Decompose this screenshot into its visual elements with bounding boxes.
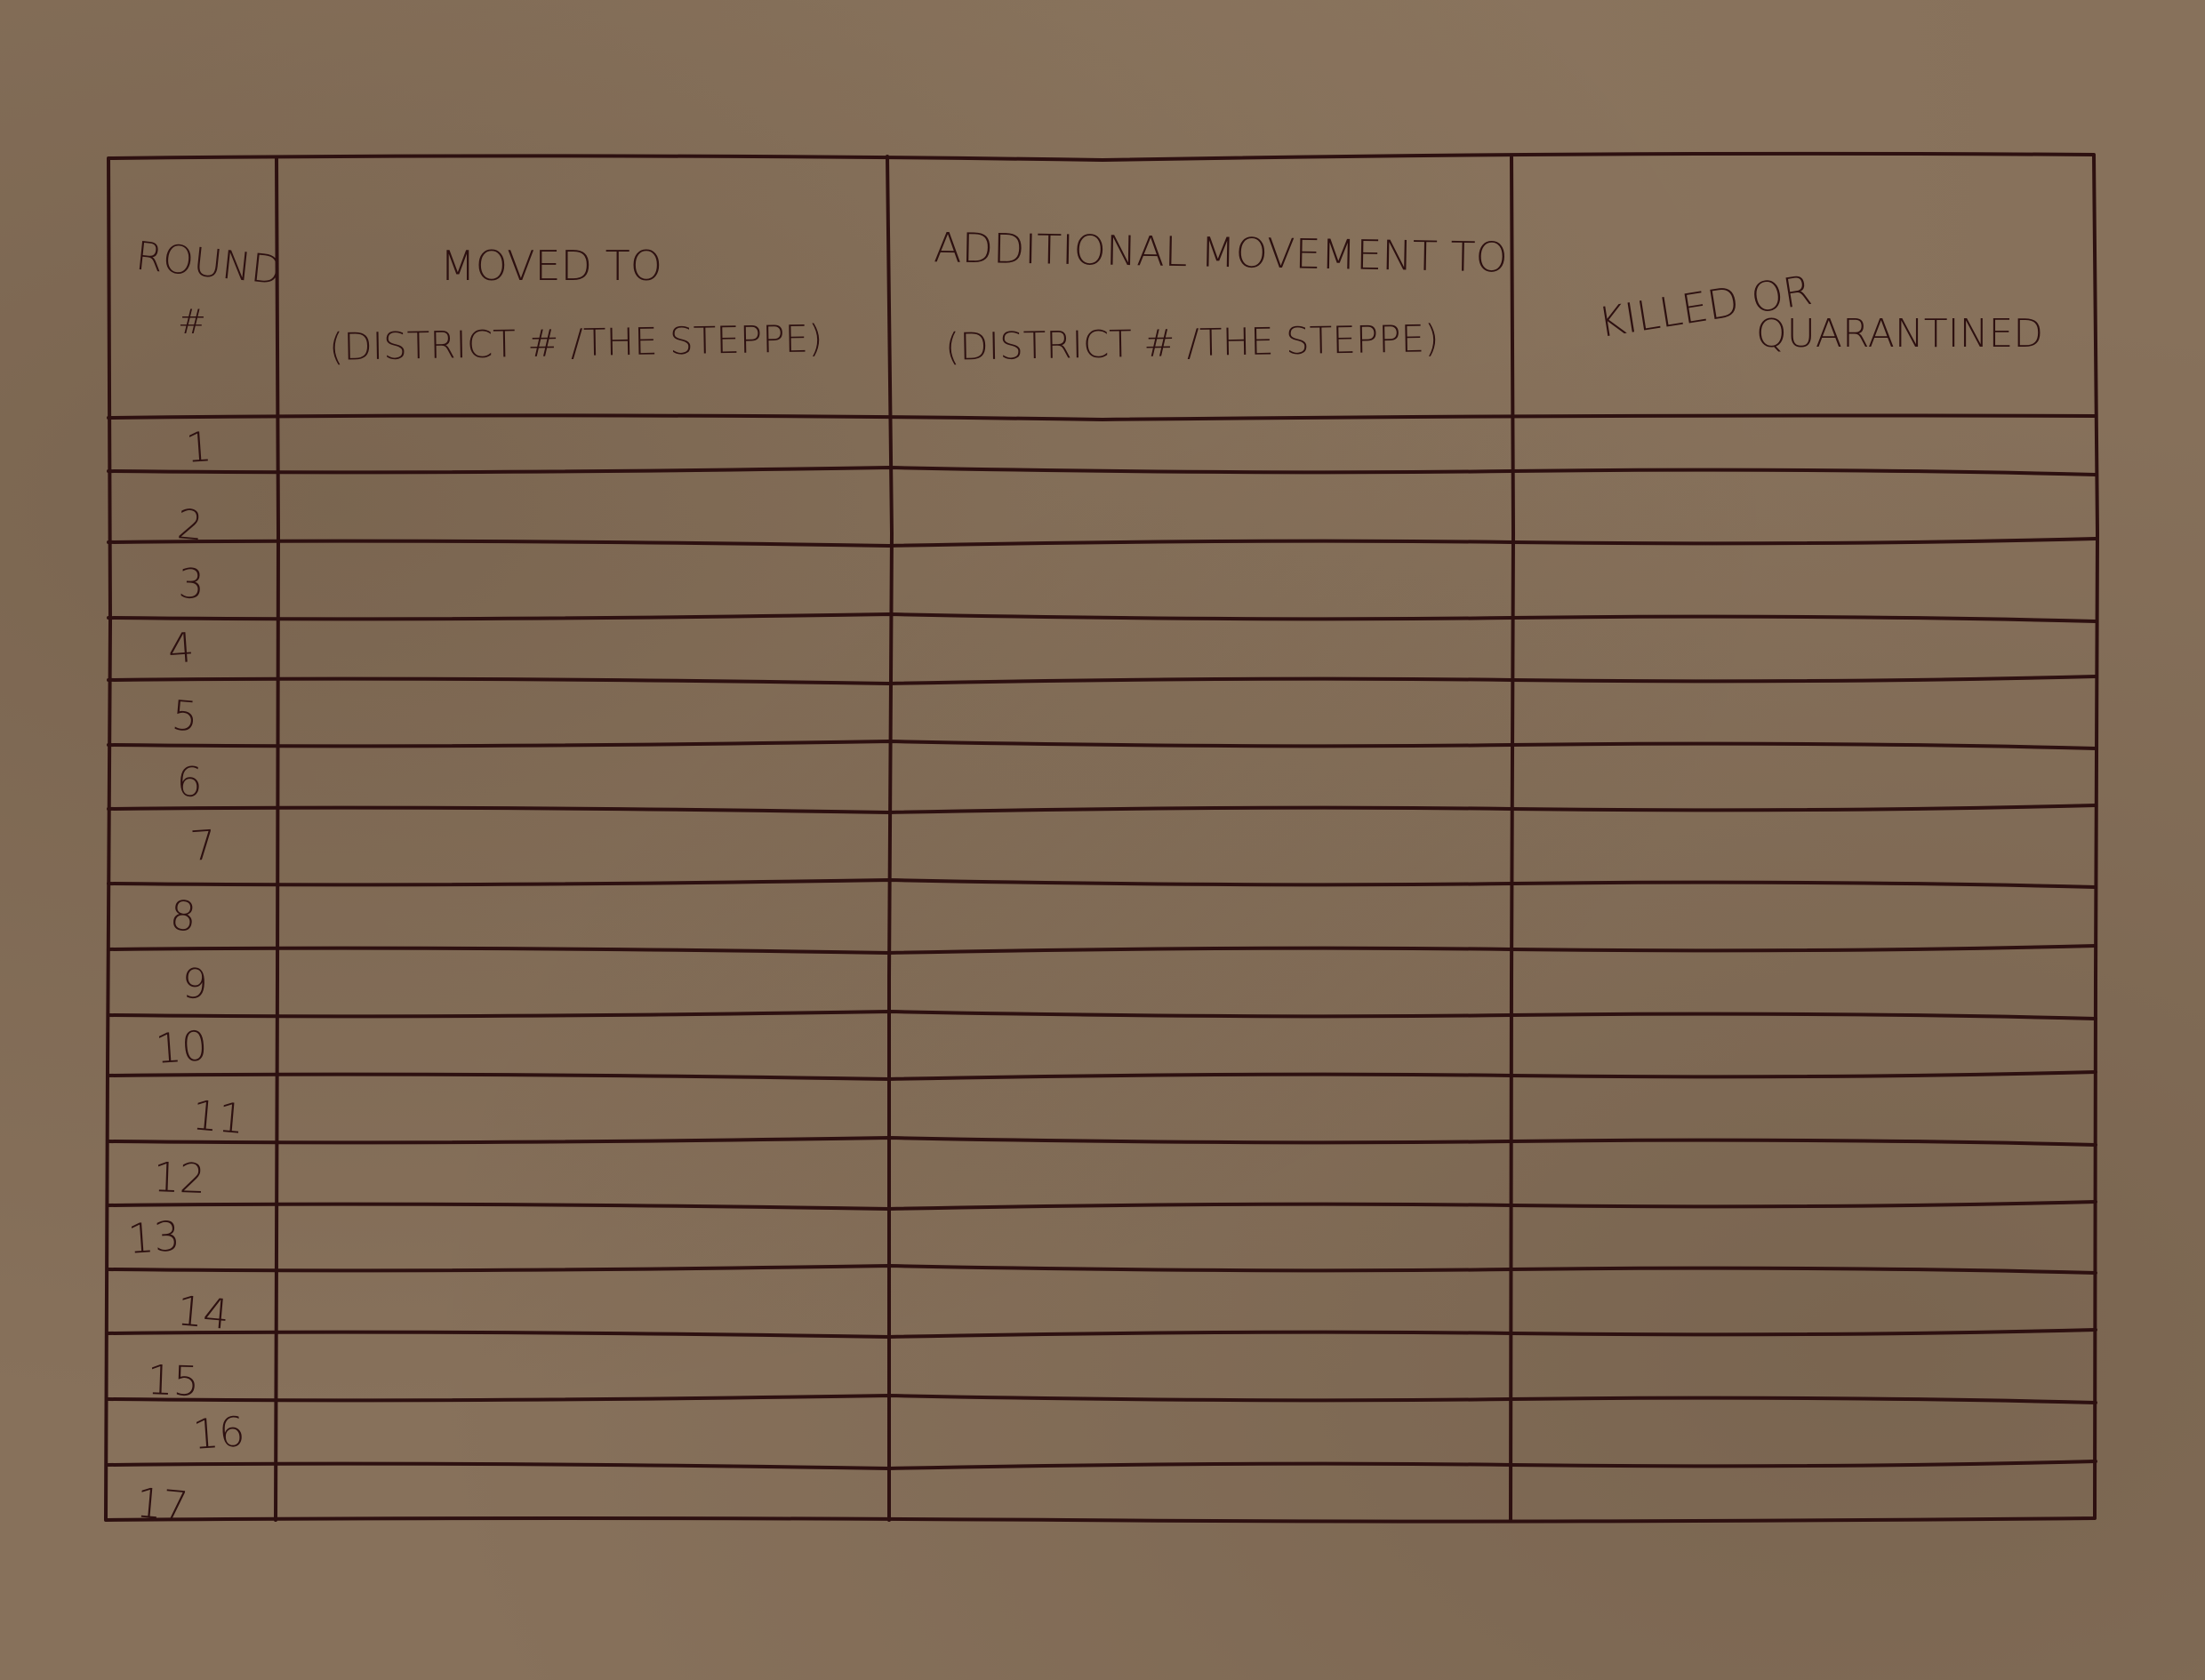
column-divider-additional <box>1511 157 1513 1520</box>
round-number: 15 <box>146 1356 201 1406</box>
header-divider <box>108 415 2096 420</box>
header-quarantined: QUARANTINED <box>1756 311 2044 356</box>
row-divider <box>108 676 2096 684</box>
round-number: 16 <box>191 1407 247 1459</box>
round-number: 3 <box>177 559 205 609</box>
row-divider <box>108 1072 2096 1079</box>
row-divider <box>108 468 2096 475</box>
row-divider <box>108 1396 2096 1403</box>
row-divider <box>108 1330 2096 1337</box>
header-killed-or: KILLED OR <box>1594 265 1816 348</box>
row-divider <box>108 946 2096 953</box>
round-number: 9 <box>180 959 209 1009</box>
row-divider <box>108 1461 2096 1468</box>
row-divider <box>108 1012 2096 1019</box>
row-divider <box>108 805 2096 812</box>
row-divider <box>108 1202 2096 1209</box>
row-lines <box>108 468 2096 1468</box>
round-number: 11 <box>190 1091 247 1144</box>
round-number: 5 <box>170 691 200 741</box>
header-round-hash: # <box>178 302 206 341</box>
column-divider-moved <box>887 156 892 1520</box>
row-divider <box>108 741 2096 748</box>
round-number: 1 <box>184 422 213 472</box>
header-moved-to: MOVED TO <box>440 242 662 290</box>
round-number: 10 <box>154 1021 210 1073</box>
header-additional-detail: (DISTRICT # /THE STEPPE) <box>944 316 1439 369</box>
row-divider <box>108 539 2096 546</box>
round-number: 2 <box>175 500 205 550</box>
round-number: 17 <box>134 1478 191 1532</box>
round-number: 7 <box>188 820 218 870</box>
round-number: 14 <box>175 1286 232 1340</box>
round-number: 12 <box>152 1153 207 1204</box>
row-divider <box>108 614 2096 621</box>
column-divider-round <box>276 158 278 1520</box>
round-number: 8 <box>168 891 198 941</box>
round-number: 4 <box>166 623 196 673</box>
row-divider <box>108 1266 2096 1273</box>
header-round-label: ROUND <box>133 233 284 294</box>
round-number: 6 <box>175 757 204 807</box>
round-numbers <box>126 422 246 1531</box>
row-divider <box>108 1138 2096 1145</box>
header-moved-to-detail: (DISTRICT # /THE STEPPE) <box>328 316 823 369</box>
round-number: 13 <box>126 1212 182 1263</box>
header-additional-movement: ADDITIONAL MOVEMENT TO <box>933 223 1509 282</box>
row-divider <box>108 880 2096 887</box>
